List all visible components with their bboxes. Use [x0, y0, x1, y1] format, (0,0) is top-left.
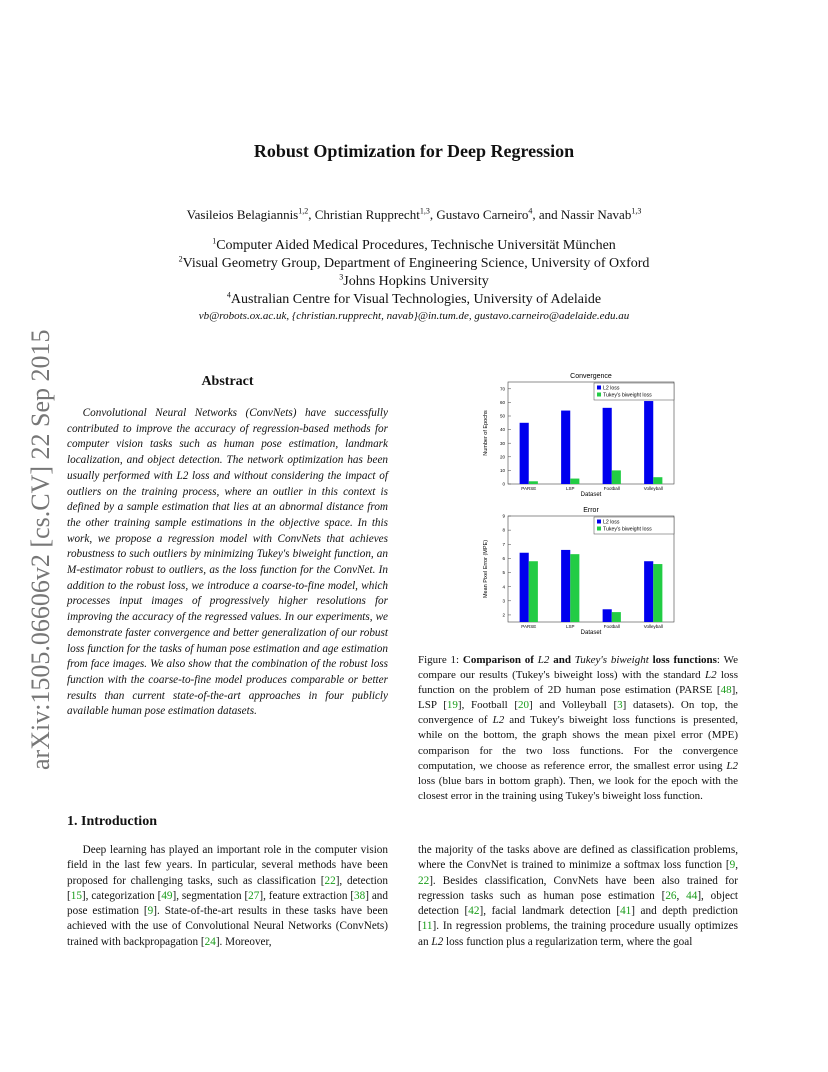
author-name: Christian Rupprecht — [314, 207, 420, 222]
x-tick-label: LSP — [565, 624, 575, 629]
y-tick-label: 6 — [502, 556, 505, 561]
y-axis-label: Number of Epochs — [483, 410, 489, 456]
text-run: ] and pose estimation [ — [67, 889, 388, 918]
text-run: ], detection [ — [67, 874, 388, 902]
citation-link[interactable]: 42 — [468, 905, 480, 918]
text-run: loss (blue bars in bottom graph). Then, we look for the epoch with the closest error in the training using Tukey's biweight loss function. — [418, 774, 738, 802]
y-tick-label: 8 — [502, 527, 505, 533]
figure-caption — [418, 653, 738, 804]
text-run: ], segmentation [ — [172, 889, 249, 902]
math-term: L2 — [492, 714, 505, 727]
author-affiliation-mark: 1,3 — [631, 206, 642, 216]
citation-link[interactable]: 26 — [665, 889, 677, 902]
text-run: Figure 1: — [418, 654, 463, 666]
bar — [612, 470, 621, 484]
affiliation-3: $^3$Johns Hopkins University — [339, 272, 489, 289]
bar — [529, 481, 538, 484]
text-run: ]. Besides classification, ConvNets have been also trained for regression tasks such as human pose estimation [ — [418, 874, 738, 902]
author-separator: , — [429, 207, 437, 222]
x-tick-label: Football — [603, 486, 620, 491]
text-run: loss function on the problem of 2D human pose estimation (PARSE [ — [418, 669, 738, 697]
bar — [644, 561, 653, 622]
bar — [561, 411, 570, 484]
legend-label: L2 loss — [603, 385, 620, 392]
citation-link[interactable]: 19 — [446, 699, 458, 712]
text-run: and Tukey's biweight loss functions is presented, while on the bottom, the graph shows the mean pixel error (MPE) comparison for the two loss functions. For the convergence computation, we choose as reference error, the smallest error using — [418, 714, 738, 772]
affiliation-1: $^1$Computer Aided Medical Procedures, Technische Universität München — [212, 236, 616, 253]
citation-link[interactable]: 20 — [518, 699, 530, 712]
legend-swatch — [597, 393, 601, 397]
x-axis-label: Dataset — [580, 492, 602, 498]
citation-link[interactable]: 27 — [248, 889, 260, 902]
text-run: ]. In regression problems, the training procedure usually optimizes an — [418, 920, 738, 948]
legend-label: Tukey's biweight loss — [603, 526, 652, 533]
abstract-heading: Abstract — [201, 374, 254, 389]
text-run: ], Football [ — [457, 699, 519, 712]
y-tick-label: 0 — [502, 481, 505, 487]
y-tick-label: 40 — [499, 427, 505, 433]
convergence-chart — [478, 370, 678, 502]
author-emails: vb@robots.ox.ac.uk, {christian.rupprecht, navab}@in.tum.de, gustavo.carneiro@adelaide.edu.au — [198, 310, 630, 322]
citation-link[interactable]: 48 — [720, 684, 732, 697]
author-list — [0, 207, 828, 223]
citation-link[interactable]: 44 — [686, 889, 698, 902]
bar — [603, 408, 612, 484]
bar — [644, 401, 653, 484]
section-heading-introduction: 1. Introduction — [67, 814, 157, 829]
bar — [603, 609, 612, 622]
bar — [653, 564, 662, 622]
y-tick-label: 9 — [502, 513, 505, 519]
author-affiliation-mark: 4 — [528, 206, 533, 216]
y-tick-label: 20 — [499, 454, 505, 460]
intro-paragraph-right — [418, 843, 738, 950]
text-run: ] and depth prediction [ — [418, 905, 739, 933]
legend-swatch — [597, 527, 601, 531]
chart-title: Error — [583, 507, 599, 514]
text-run: ], LSP [ — [418, 684, 738, 712]
y-tick-label: 30 — [499, 440, 505, 446]
math-term: L2 — [726, 759, 738, 772]
y-tick-label: 7 — [502, 541, 505, 547]
author-name: Vasileios Belagiannis — [186, 207, 299, 222]
bar — [529, 561, 538, 622]
citation-link[interactable]: 11 — [421, 920, 433, 933]
citation-link[interactable]: 3 — [617, 699, 623, 712]
author-name: Gustavo Carneiro — [436, 207, 529, 222]
citation-link[interactable]: 22 — [324, 874, 336, 887]
author-name: Nassir Navab — [560, 207, 632, 222]
text-run: , — [676, 889, 687, 902]
y-tick-label: 5 — [502, 570, 505, 576]
text-run: : We compare our results (Tukey's biweight loss) with the standard — [418, 654, 738, 682]
citation-link[interactable]: 22 — [418, 874, 430, 887]
bold-text: Comparison of — [462, 654, 538, 666]
y-tick-label: 3 — [502, 598, 505, 604]
intro-paragraph-left — [67, 843, 388, 950]
math-term: L2 — [537, 654, 550, 666]
bar — [570, 479, 579, 484]
x-tick-label: PARSE — [521, 624, 537, 629]
bar — [612, 612, 621, 622]
x-tick-label: LSP — [565, 486, 575, 491]
text-run: ], categorization [ — [81, 889, 162, 902]
y-tick-label: 60 — [499, 400, 505, 405]
math-term: L2 — [431, 935, 444, 948]
paper-title: Robust Optimization for Deep Regression — [253, 141, 575, 161]
text-run: Deep learning has played an important role in the computer vision field in the last few years. In particular, several methods have been proposed for challenging tasks, such as classification [ — [67, 844, 388, 887]
author-affiliation-mark: 1,3 — [419, 206, 430, 216]
bold-text: loss functions — [648, 654, 717, 666]
citation-link[interactable]: 9 — [147, 905, 154, 918]
bar — [570, 554, 579, 622]
legend-label: Tukey's biweight loss — [603, 392, 652, 399]
text-run: ]. Moreover, — [215, 935, 272, 948]
y-tick-label: 4 — [502, 584, 505, 590]
author-affiliation-mark: 1,2 — [298, 206, 309, 216]
y-tick-label: 50 — [499, 413, 505, 419]
text-run: , — [735, 859, 738, 872]
x-tick-label: Football — [603, 624, 620, 629]
chart-title: Convergence — [570, 373, 612, 380]
citation-link[interactable]: 38 — [354, 889, 366, 902]
bar — [520, 423, 529, 484]
text-run: ], feature extraction [ — [259, 889, 355, 902]
bar — [653, 477, 662, 484]
text-run: ] and Volleyball [ — [529, 699, 618, 712]
x-tick-label: Volleyball — [643, 486, 663, 491]
text-run: ], facial landmark detection [ — [479, 905, 621, 918]
legend-swatch — [597, 520, 601, 524]
affiliation-4: $^4$Australian Centre for Visual Technologies, University of Adelaide — [226, 290, 602, 307]
citation-link[interactable]: 9 — [729, 859, 736, 872]
citation-link[interactable]: 15 — [70, 889, 82, 902]
x-axis-label: Dataset — [580, 630, 602, 636]
math-term: Tukey's biweight — [574, 654, 649, 666]
x-tick-label: PARSE — [521, 486, 537, 491]
bar — [520, 553, 529, 622]
text-run: ], object detection [ — [418, 889, 739, 918]
y-tick-label: 10 — [499, 468, 505, 473]
citation-link[interactable]: 49 — [161, 889, 173, 902]
bar — [561, 550, 570, 622]
x-tick-label: Volleyball — [643, 624, 663, 629]
author-separator: , — [308, 207, 315, 222]
bold-text: and — [549, 654, 575, 666]
citation-link[interactable]: 41 — [620, 905, 632, 918]
affiliation-2: $^2$Visual Geometry Group, Department of Engineering Science, University of Oxford — [178, 254, 650, 271]
author-separator: , and — [532, 207, 561, 222]
legend-label: L2 loss — [603, 519, 620, 526]
citation-link[interactable]: 24 — [204, 935, 216, 948]
text-run: ] datasets). On top, the convergence of — [418, 699, 739, 727]
text-run: the majority of the tasks above are defined as classification problems, where the ConvNet is trained to minimize a softmax loss function [ — [418, 844, 738, 872]
y-tick-label: 70 — [499, 386, 505, 392]
y-tick-label: 2 — [502, 612, 505, 618]
text-run: loss function plus a regularization term, where the goal — [443, 935, 693, 948]
legend-swatch — [597, 386, 601, 390]
arxiv-stamp: arXiv:1505.06606v2 [cs.CV] 22 Sep 2015 — [26, 329, 55, 770]
y-axis-label: Mean Pixel Error (MPE) — [483, 539, 489, 599]
text-run: ]. State-of-the-art results in these tasks have been achieved with the use of Convolutional Neural Networks (ConvNets) trained with backpropagation [ — [67, 905, 388, 948]
error-chart — [478, 504, 678, 640]
abstract-text: Convolutional Neural Networks (ConvNets) have successfully contributed to improve the accuracy of regression-based methods for computer vision tasks such as human pose estimation, landmark localization, and object detection. The network optimization has been usually performed with L2 loss and without considering the impact of outliers on the training process, where an outlier in this context is defined by a sample estimation that lies at an abnormal distance from the other training sample estimations in the objective space. In this work, we propose a regression model with ConvNets that achieves robustness to such outliers by minimizing Tukey's biweight function, an M-estimator robust to outliers, as the loss function for the ConvNet. In addition to the robust loss, we introduce a coarse-to-fine model, which processes input images of progressively higher resolutions for improving the accuracy of the regressed values. In our experiments, we demonstrate faster convergence and better generalization of our robust loss function for the tasks of human pose estimation and age estimation from face images. We also show that the combination of the robust loss function with the coarse-to-fine model produces comparable or better results than current state-of-the-art approaches in four publicly available human pose estimation datasets. — [67, 407, 388, 718]
math-term: L2 — [704, 669, 717, 682]
